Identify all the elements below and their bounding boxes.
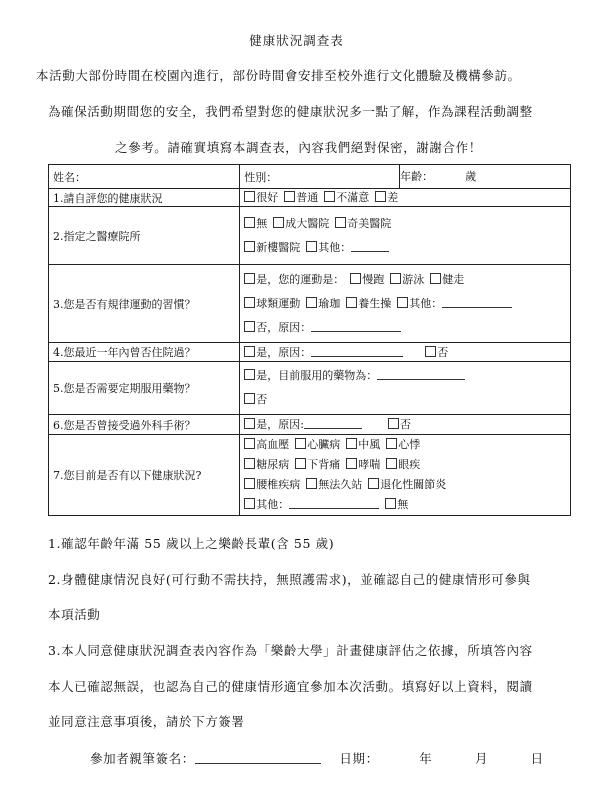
- checkbox[interactable]: [244, 273, 255, 284]
- q7-label: 7.您目前是否有以下健康狀況?: [49, 435, 240, 516]
- note-line: 本人已確認無誤，也認為自己的健康情形適宜參加本次活動。填寫好以上資料，閱讀: [48, 679, 533, 694]
- checkbox[interactable]: [284, 191, 295, 202]
- checkbox[interactable]: [244, 498, 255, 509]
- option[interactable]: 新樓醫院: [244, 241, 300, 254]
- option[interactable]: 很好: [244, 191, 278, 204]
- note-line: 3.本人同意健康狀況調查表內容作為「樂齡大學」計畫健康評估之依據，所填答內容: [48, 643, 533, 658]
- q5-label: 5.您是否需要定期服用藥物？: [49, 362, 240, 415]
- blank-field[interactable]: [304, 418, 362, 429]
- checkbox[interactable]: [306, 297, 317, 308]
- option[interactable]: 健走: [430, 273, 464, 286]
- intro-line: 為確保活動期間您的安全，我們希望對您的健康狀況多一點了解，作為課程活動調整: [48, 104, 533, 119]
- header-row: [49, 165, 571, 189]
- option[interactable]: 無: [385, 498, 408, 511]
- note-line: 2.身體健康情況良好(可行動不需扶持，無照護需求)，並確認自己的健康情形可參與: [48, 572, 531, 587]
- checkbox[interactable]: [335, 217, 346, 228]
- q4-options: [240, 343, 571, 362]
- checkbox[interactable]: [244, 393, 255, 404]
- blank-field[interactable]: [351, 241, 389, 252]
- checkbox[interactable]: [306, 241, 317, 252]
- q6-options: [240, 415, 571, 435]
- checkbox[interactable]: [273, 217, 284, 228]
- option[interactable]: 心悸: [386, 438, 420, 451]
- signature-field[interactable]: [195, 751, 321, 764]
- option[interactable]: 否，原因：: [244, 321, 401, 334]
- option[interactable]: 否: [244, 393, 267, 406]
- checkbox[interactable]: [375, 191, 386, 202]
- checkbox[interactable]: [386, 458, 397, 469]
- q2-row: [49, 207, 571, 265]
- option[interactable]: 其他：: [306, 241, 389, 254]
- q3-label: 3.您是否有規律運動的習慣？: [49, 265, 240, 343]
- option[interactable]: 哮喘: [346, 458, 380, 471]
- q5-options: [240, 362, 571, 415]
- checkbox[interactable]: [244, 191, 255, 202]
- age-field[interactable]: 年齡： 歲: [400, 165, 571, 189]
- option[interactable]: 普通: [284, 191, 318, 204]
- option[interactable]: 退化性關節炎: [368, 478, 446, 491]
- checkbox[interactable]: [350, 273, 361, 284]
- checkbox[interactable]: [295, 458, 306, 469]
- option[interactable]: 否: [425, 346, 448, 359]
- option[interactable]: 無: [244, 217, 267, 230]
- option[interactable]: 下背痛: [295, 458, 340, 471]
- signature-row: [90, 749, 544, 767]
- option[interactable]: 糖尿病: [244, 458, 289, 471]
- blank-field[interactable]: [311, 346, 403, 357]
- q7-row: [49, 435, 571, 516]
- page-title: 健康狀況調查表: [249, 33, 344, 48]
- intro-line: 本活動大部份時間在校園內進行，部份時間會安排至校外進行文化體驗及機構參訪。: [36, 68, 521, 83]
- option[interactable]: 瑜珈: [306, 297, 340, 310]
- option[interactable]: 是，原因:: [244, 418, 362, 431]
- option[interactable]: 中風: [346, 438, 380, 451]
- checkbox[interactable]: [346, 438, 357, 449]
- option[interactable]: 慢跑: [350, 273, 384, 286]
- blank-field[interactable]: [289, 498, 379, 509]
- checkbox[interactable]: [346, 458, 357, 469]
- note-line: 本項活動: [48, 607, 101, 622]
- checkbox[interactable]: [397, 297, 408, 308]
- checkbox[interactable]: [306, 478, 317, 489]
- year-label: 年: [419, 751, 433, 766]
- checkbox[interactable]: [368, 478, 379, 489]
- q6-label: 6.您是否曾接受過外科手術？: [49, 415, 240, 435]
- option[interactable]: 高血壓: [244, 438, 289, 451]
- checkbox[interactable]: [244, 369, 255, 380]
- checkbox[interactable]: [244, 458, 255, 469]
- blank-field[interactable]: [442, 297, 512, 308]
- checkbox[interactable]: [244, 241, 255, 252]
- checkbox[interactable]: [295, 438, 306, 449]
- health-survey-table: [48, 164, 571, 516]
- q6-row: [49, 415, 571, 435]
- option[interactable]: 其他：: [397, 297, 512, 310]
- q3-options: [240, 265, 571, 343]
- q2-options: [240, 207, 571, 265]
- option[interactable]: 無法久站: [306, 478, 362, 491]
- checkbox[interactable]: [244, 438, 255, 449]
- day-label: 日: [530, 751, 544, 766]
- checkbox[interactable]: [244, 321, 255, 332]
- q1-options: [240, 189, 571, 207]
- q1-label: 1.請自評您的健康狀況: [49, 189, 240, 207]
- option[interactable]: 其他：: [244, 498, 379, 511]
- option[interactable]: 是，目前服用的藥物為：: [244, 369, 465, 382]
- checkbox[interactable]: [244, 297, 255, 308]
- checkbox[interactable]: [386, 438, 397, 449]
- month-label: 月: [474, 751, 489, 766]
- checkbox[interactable]: [390, 273, 401, 284]
- option[interactable]: 心臟病: [295, 438, 340, 451]
- q2-label: 2.指定之醫療院所: [49, 207, 240, 265]
- checkbox[interactable]: [430, 273, 441, 284]
- checkbox[interactable]: [244, 217, 255, 228]
- q4-row: [49, 343, 571, 362]
- checkbox[interactable]: [324, 191, 335, 202]
- option[interactable]: 游泳: [390, 273, 424, 286]
- checkbox[interactable]: [385, 498, 396, 509]
- checkbox[interactable]: [244, 418, 255, 429]
- option[interactable]: 球類運動: [244, 297, 300, 310]
- q5-row: [49, 362, 571, 415]
- option[interactable]: 不滿意: [324, 191, 369, 204]
- checkbox[interactable]: [346, 297, 357, 308]
- gender-field[interactable]: 性別：: [240, 165, 400, 189]
- option[interactable]: 是，您的運動是：: [244, 273, 344, 286]
- q1-row: [49, 189, 571, 207]
- q3-row: [49, 265, 571, 343]
- option[interactable]: 成大醫院: [273, 217, 329, 230]
- name-field[interactable]: 姓名：: [49, 165, 240, 189]
- option[interactable]: 眼疾: [386, 458, 420, 471]
- option[interactable]: 養生操: [346, 297, 391, 310]
- blank-field[interactable]: [377, 369, 465, 380]
- option[interactable]: 是，原因：: [244, 346, 403, 359]
- checkbox[interactable]: [425, 346, 436, 357]
- checkbox[interactable]: [244, 346, 255, 357]
- signature-label: 參加者親筆簽名：: [90, 751, 195, 766]
- checkbox[interactable]: [388, 418, 399, 429]
- option[interactable]: 差: [375, 191, 398, 204]
- date-label: 日期：: [339, 751, 379, 766]
- blank-field[interactable]: [311, 321, 401, 332]
- q4-label: 4.您最近一年內曾否住院過？: [49, 343, 240, 362]
- checkbox[interactable]: [244, 478, 255, 489]
- note-line: 1.確認年齡年滿 55 歲以上之樂齡長輩(含 55 歲): [48, 536, 335, 551]
- q7-options: [240, 435, 571, 516]
- intro-line: 之參考。請確實填寫本調查表，內容我們絕對保密，謝謝合作！: [115, 140, 482, 155]
- option[interactable]: 否: [388, 418, 411, 431]
- note-line: 並同意注意事項後，請於下方簽署: [48, 714, 245, 729]
- option[interactable]: 腰椎疾病: [244, 478, 300, 491]
- option[interactable]: 奇美醫院: [335, 217, 391, 230]
